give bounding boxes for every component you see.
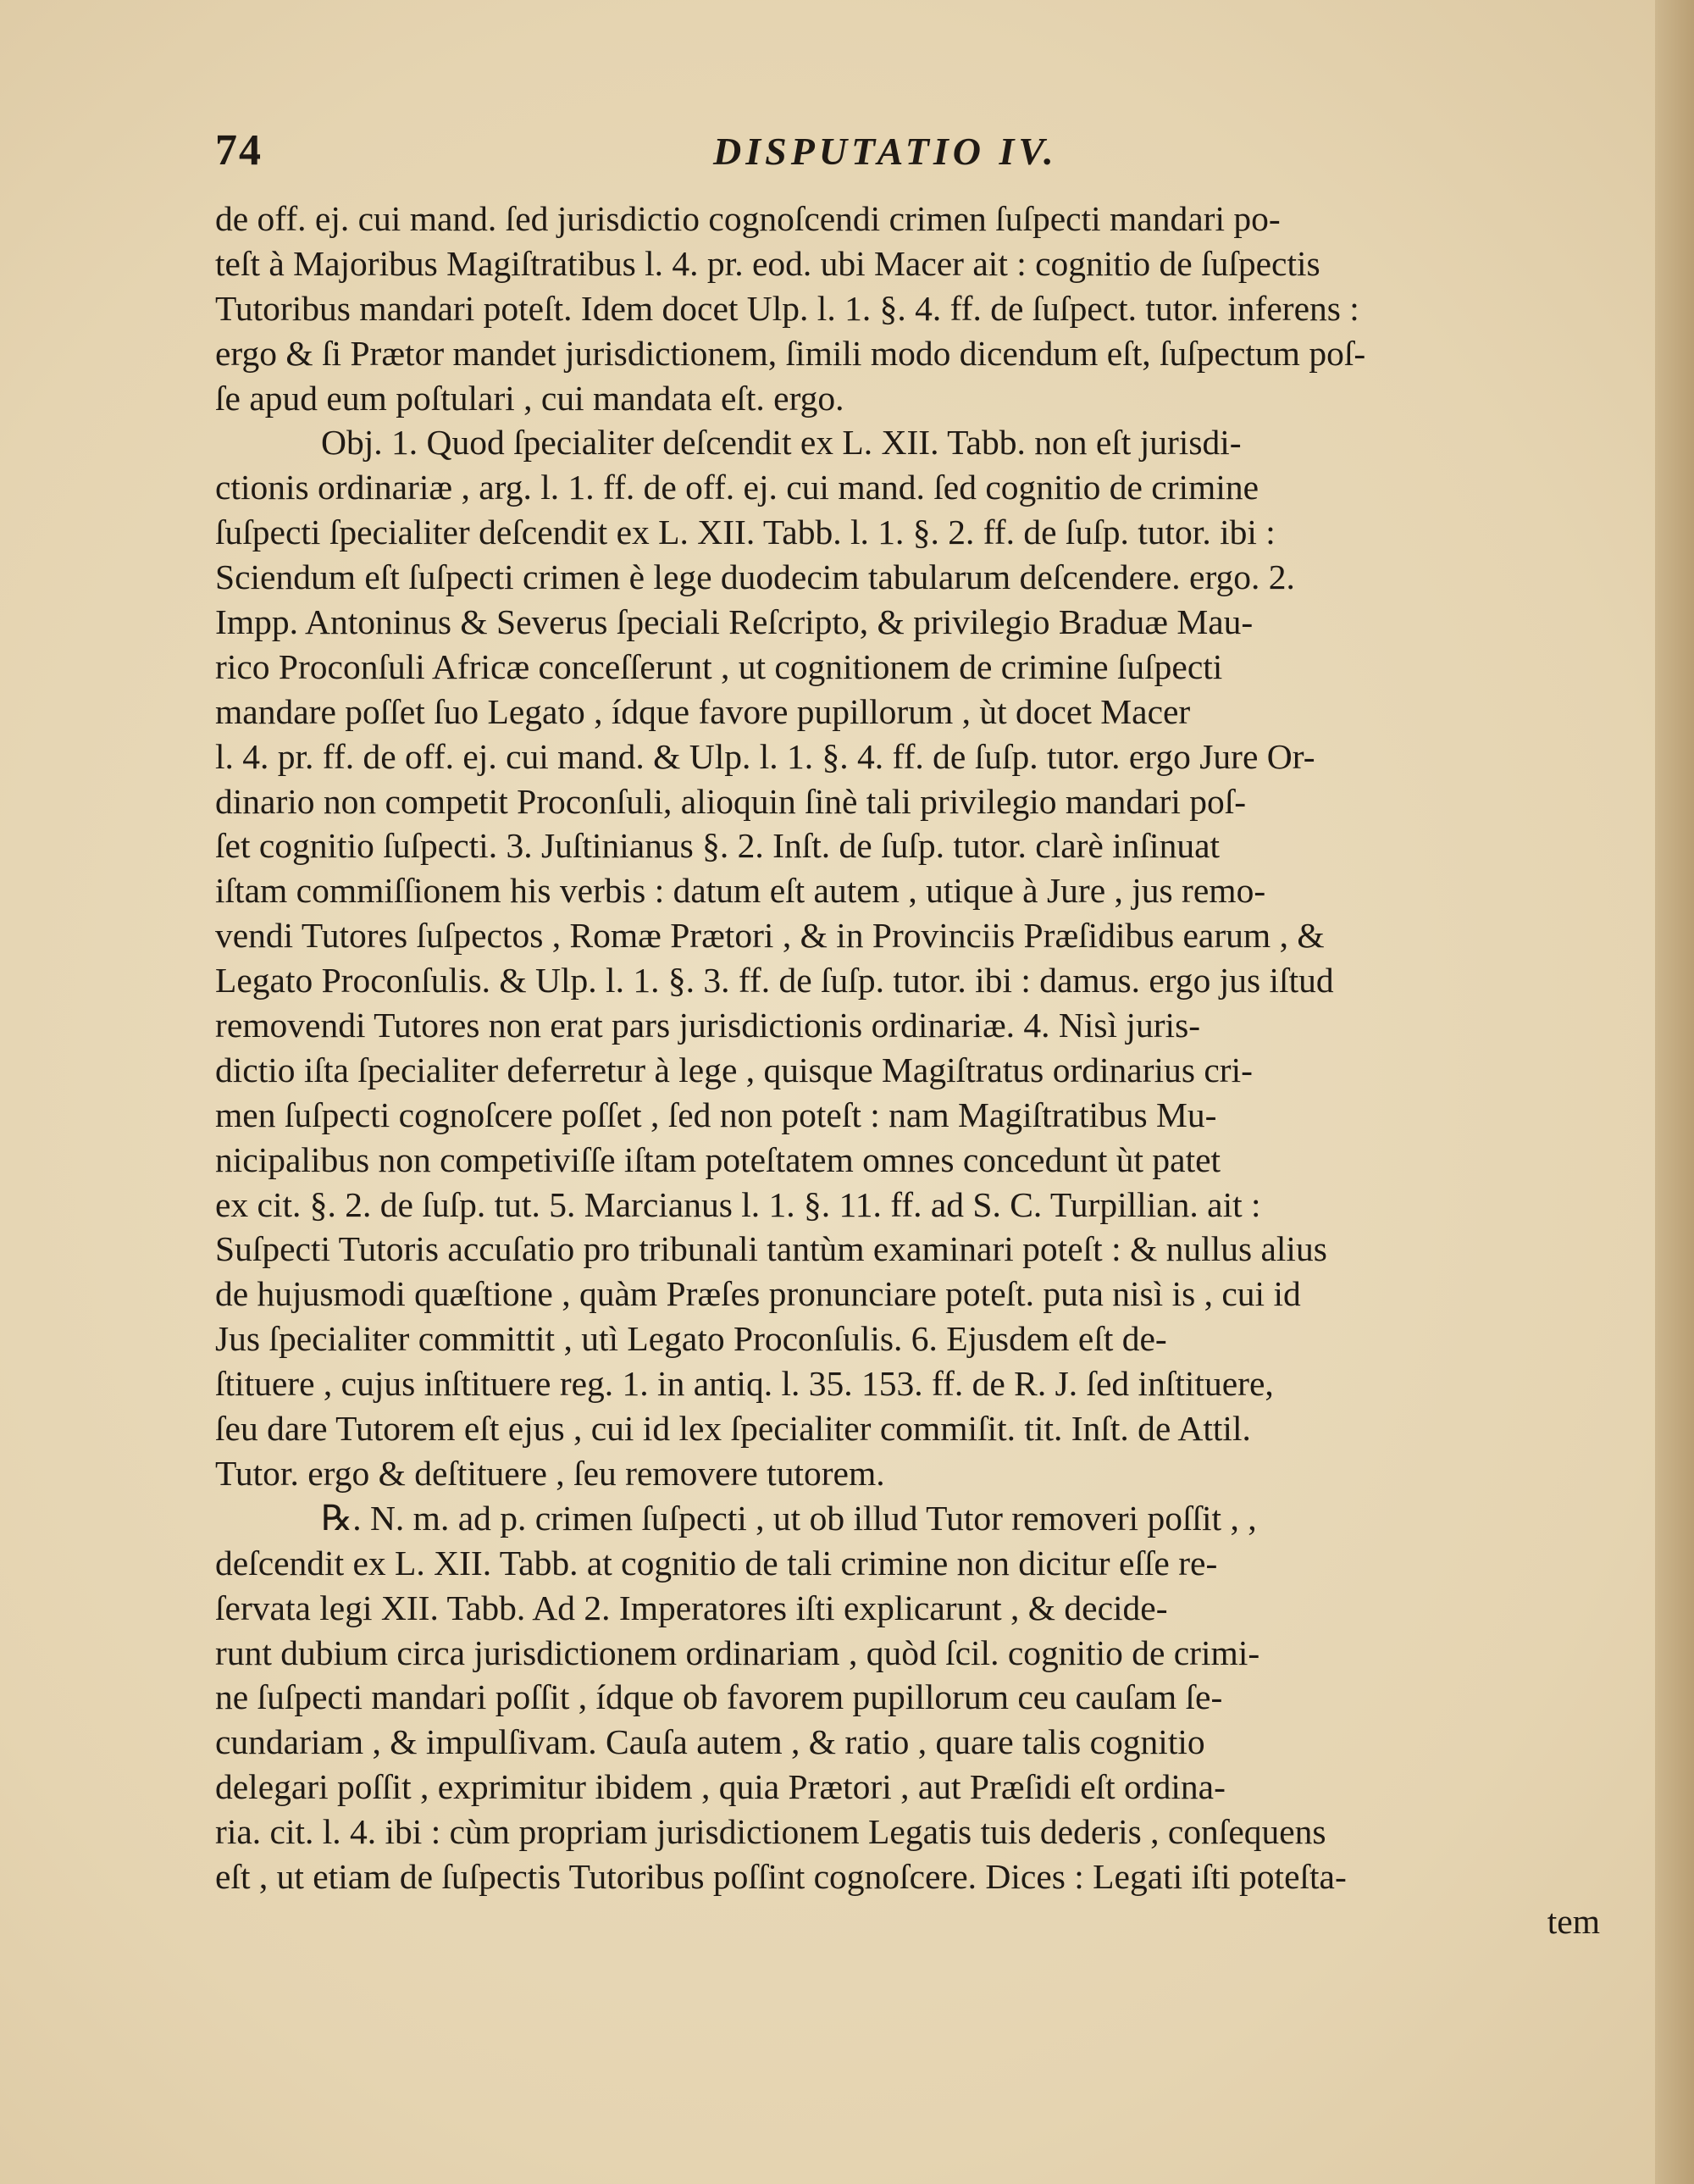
- text-line: ſeu dare Tutorem eſt ejus , cui id lex ſpecialiter commiſit. tit. Inſt. de Attil.: [215, 1409, 1251, 1449]
- text-line: ex cit. §. 2. de ſuſp. tut. 5. Marcianus l. 1. §. 11. ff. ad S. C. Turpillian. ait :: [215, 1184, 1261, 1224]
- text-line: Legato Proconſulis. & Ulp. l. 1. §. 3. ff. de ſuſp. tutor. ibi : damus. ergo jus iſtud: [215, 961, 1334, 1001]
- text-line: delegari poſſit , exprimitur ibidem , quia Prætori , aut Præſidi eſt ordina-: [215, 1767, 1226, 1807]
- body-text: [215, 197, 1600, 1944]
- text-line: cundariam , & impulſivam. Cauſa autem , & ratio , quare talis cognitio: [215, 1722, 1205, 1762]
- running-head: DISPUTATIO IV.: [713, 130, 1058, 173]
- text-line: ℞. N. m. ad p. crimen ſuſpecti , ut ob illud Tutor removeri poſſit , ,: [321, 1498, 1257, 1538]
- page-number: 74: [215, 126, 263, 175]
- text-line: ſe apud eum poſtulari , cui mandata eſt. ergo.: [215, 378, 844, 418]
- text-line: ſtituere , cujus inſtituere reg. 1. in antiq. l. 35. 153. ff. de R. J. ſed inſtituere,: [215, 1364, 1274, 1404]
- text-line: Tutoribus mandari poteſt. Idem docet Ulp. l. 1. §. 4. ff. de ſuſpect. tutor. inferens :: [215, 288, 1359, 328]
- text-line: men ſuſpecti cognoſcere poſſet , ſed non poteſt : nam Magiſtratibus Mu-: [215, 1095, 1217, 1134]
- text-line: Jus ſpecialiter committit , utì Legato Proconſulis. 6. Ejusdem eſt de-: [215, 1319, 1167, 1359]
- text-line: l. 4. pr. ff. de off. ej. cui mand. & Ulp. l. 1. §. 4. ff. de ſuſp. tutor. ergo Jure Or-: [215, 736, 1315, 776]
- text-line: nicipalibus non competiviſſe iſtam poteſtatem omnes concedunt ùt patet: [215, 1139, 1221, 1179]
- text-line: ria. cit. l. 4. ibi : cùm propriam jurisdictionem Legatis tuis dederis , conſequens: [215, 1812, 1326, 1852]
- text-line: eſt , ut etiam de ſuſpectis Tutoribus poſſint cognoſcere. Dices : Legati iſti poteſta-: [215, 1856, 1347, 1896]
- text-line: Obj. 1. Quod ſpecialiter deſcendit ex L. XII. Tabb. non eſt jurisdi-: [321, 423, 1242, 463]
- text-line: deſcendit ex L. XII. Tabb. at cognitio de tali crimine non dicitur eſſe re-: [215, 1543, 1218, 1583]
- text-line: iſtam commiſſionem his verbis : datum eſt autem , utique à Jure , jus remo-: [215, 871, 1266, 911]
- text-line: de off. ej. cui mand. ſed jurisdictio cognoſcendi crimen ſuſpecti mandari po-: [215, 199, 1281, 238]
- text-line: de hujusmodi quæſtione , quàm Præſes pronunciare poteſt. puta nisì is , cui id: [215, 1274, 1301, 1314]
- text-line: ſuſpecti ſpecialiter deſcendit ex L. XII. Tabb. l. 1. §. 2. ff. de ſuſp. tutor. ibi :: [215, 513, 1276, 552]
- text-line: teſt à Majoribus Magiſtratibus l. 4. pr. eod. ubi Macer ait : cognitio de ſuſpectis: [215, 243, 1320, 283]
- text-line: dictio iſta ſpecialiter deferretur à lege , quisque Magiſtratus ordinarius cri-: [215, 1050, 1253, 1089]
- text-line: ctionis ordinariæ , arg. l. 1. ff. de off. ej. cui mand. ſed cognitio de crimine: [215, 468, 1259, 507]
- page-edge: [1655, 0, 1694, 2184]
- text-line: Tutor. ergo & deſtituere , ſeu removere tutorem.: [215, 1453, 885, 1493]
- text-line: ſervata legi XII. Tabb. Ad 2. Imperatores iſti explicarunt , & decide-: [215, 1588, 1168, 1627]
- text-line: vendi Tutores ſuſpectos , Romæ Prætori , & in Provinciis Præſidibus earum , &: [215, 916, 1325, 956]
- text-line: rico Proconſuli Africæ conceſſerunt , ut cognitionem de crimine ſuſpecti: [215, 646, 1223, 686]
- catchword: tem: [1547, 1901, 1600, 1941]
- text-line: runt dubium circa jurisdictionem ordinariam , quòd ſcil. cognitio de crimi-: [215, 1632, 1260, 1672]
- text-line: Impp. Antoninus & Severus ſpeciali Reſcripto, & privilegio Braduæ Mau-: [215, 602, 1254, 642]
- text-line: Sciendum eſt ſuſpecti crimen è lege duodecim tabularum deſcendere. ergo. 2.: [215, 557, 1295, 597]
- text-line: dinario non competit Proconſuli, alioquin ſinè tali privilegio mandari poſ-: [215, 781, 1247, 821]
- text-line: ſet cognitio ſuſpecti. 3. Juſtinianus §. 2. Inſt. de ſuſp. tutor. clarè inſinuat: [215, 826, 1221, 866]
- text-line: removendi Tutores non erat pars jurisdictionis ordinariæ. 4. Nisì juris-: [215, 1006, 1201, 1045]
- page-header: [215, 125, 1570, 185]
- text-line: mandare poſſet ſuo Legato , ídque favore pupillorum , ùt docet Macer: [215, 691, 1191, 731]
- text-line: ergo & ſi Prætor mandet jurisdictionem, ſimili modo dicendum eſt, ſuſpectum poſ-: [215, 333, 1366, 373]
- text-line: ne ſuſpecti mandari poſſit , ídque ob favorem pupillorum ceu cauſam ſe-: [215, 1677, 1223, 1717]
- text-line: Suſpecti Tutoris accuſatio pro tribunali tantùm examinari poteſt : & nullus alius: [215, 1229, 1327, 1269]
